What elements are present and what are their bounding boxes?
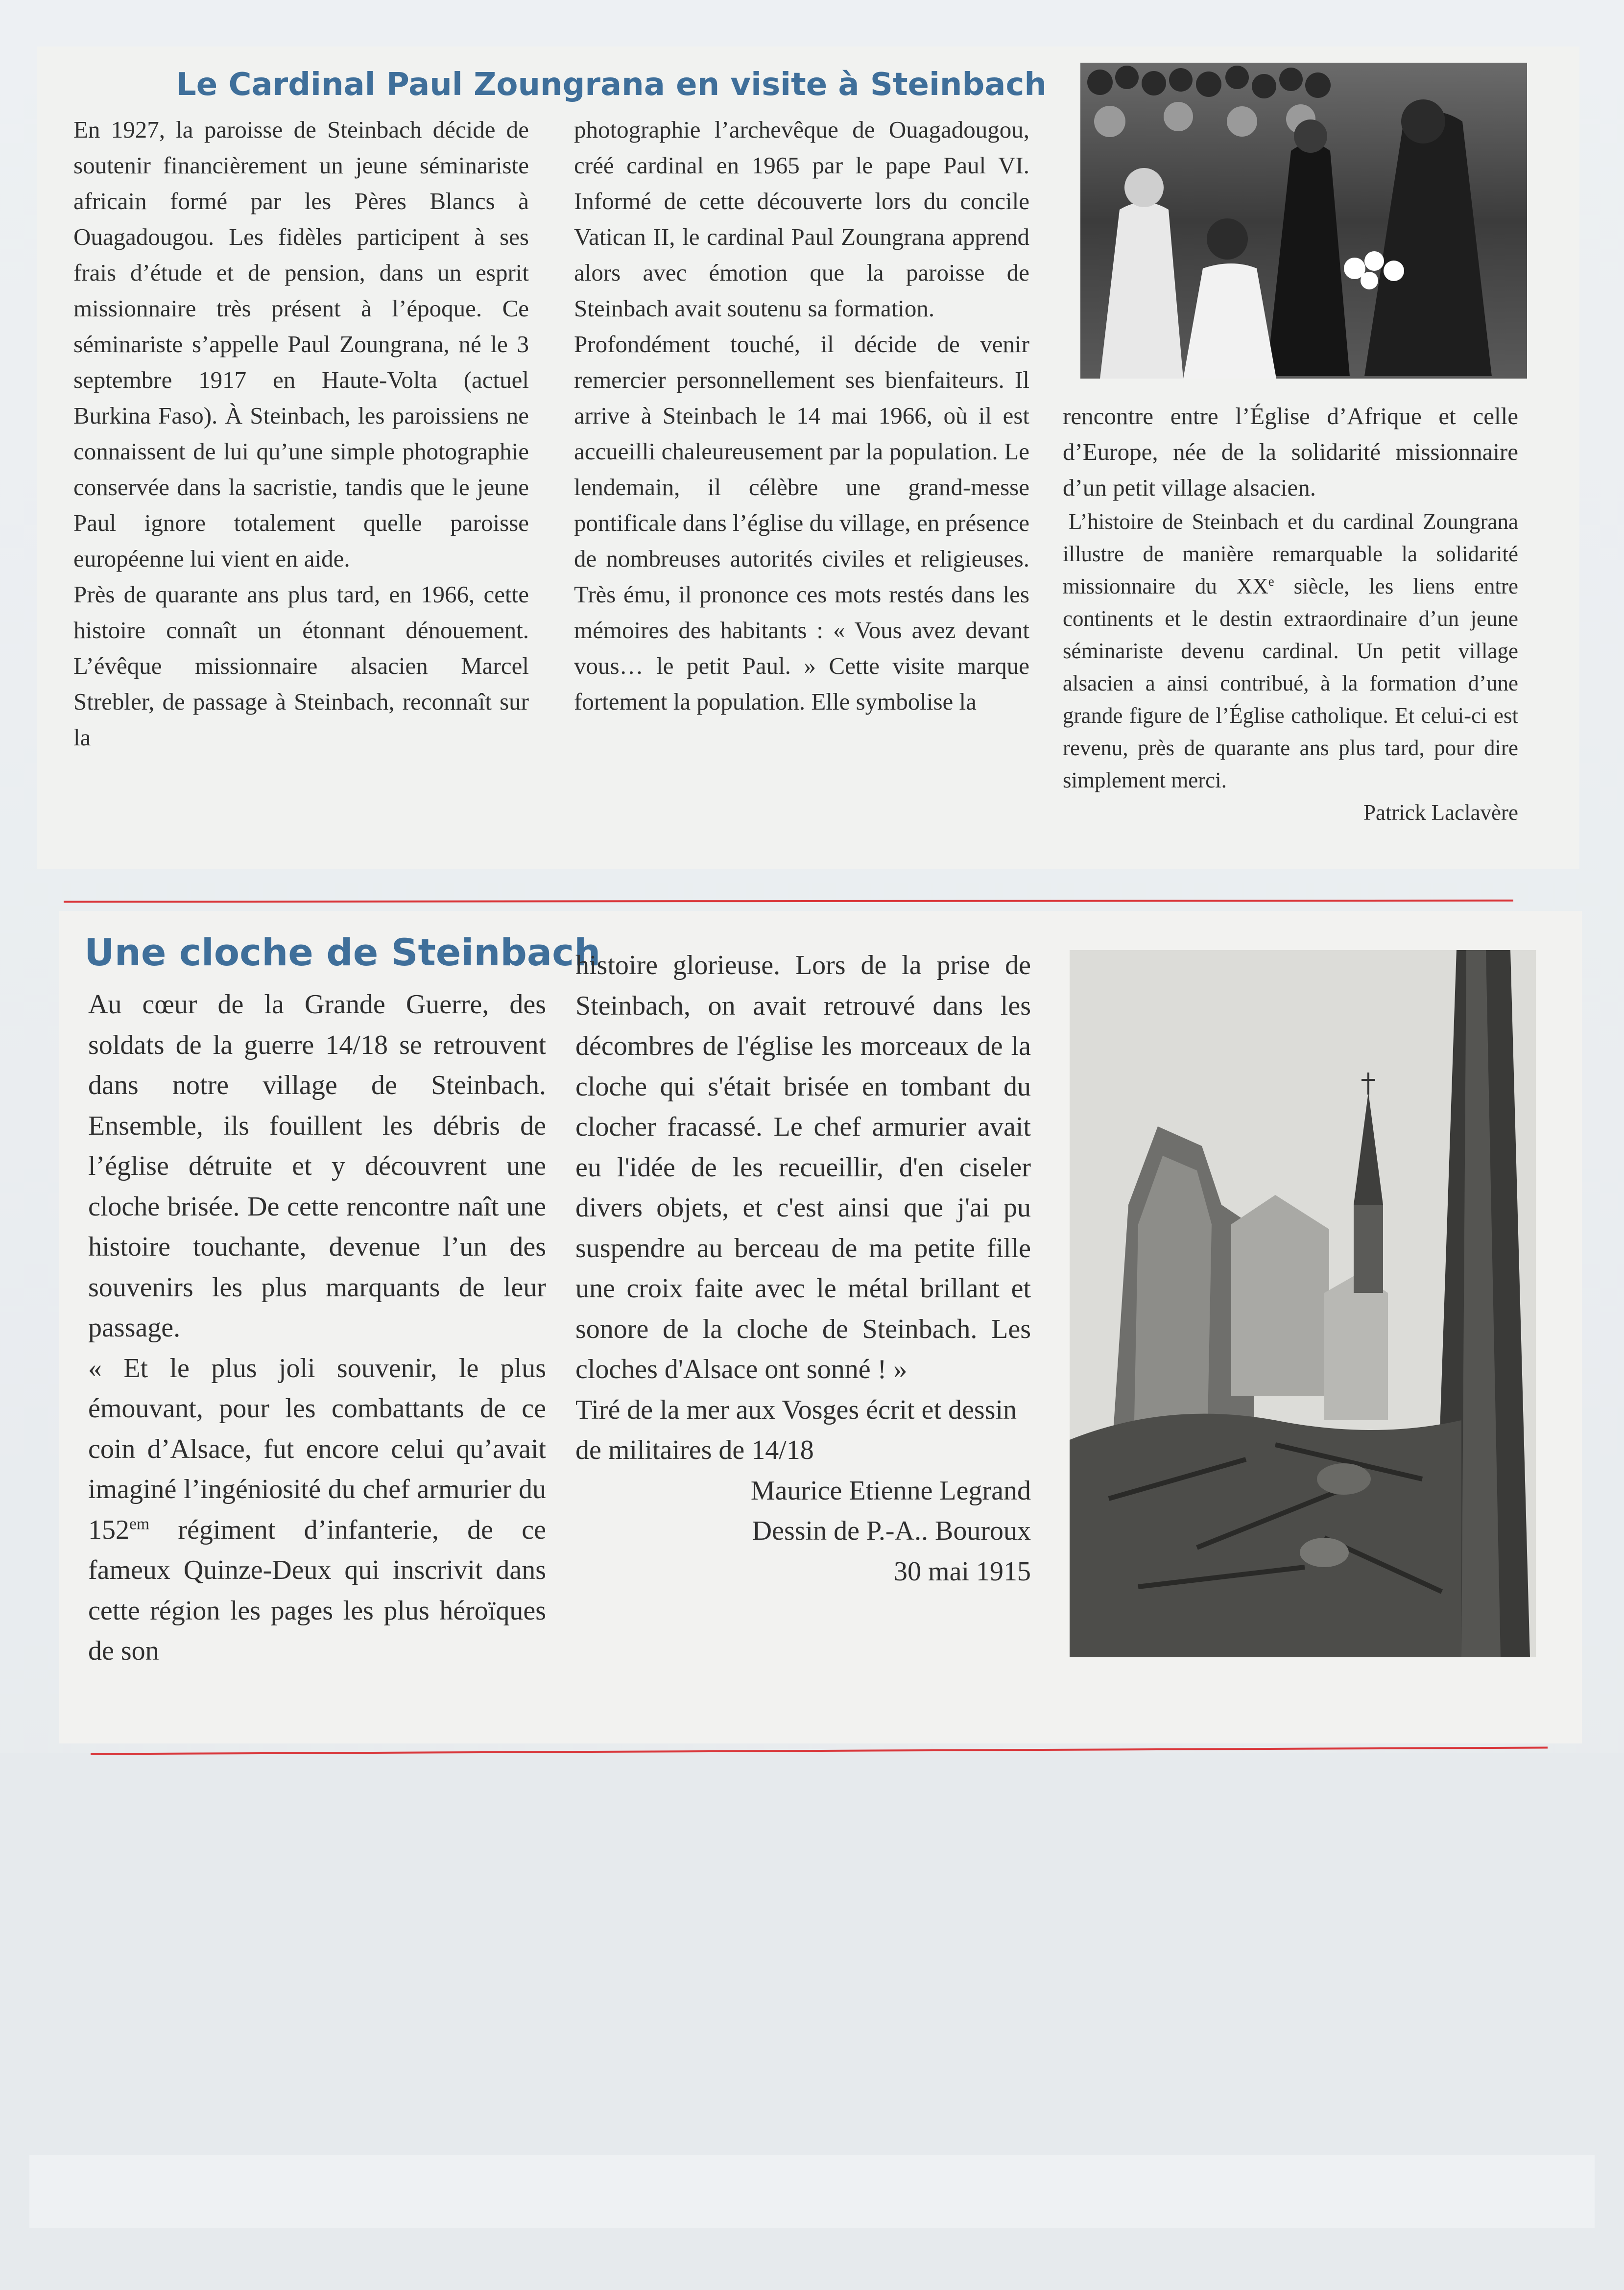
conclusion-text-end: siècle, les liens entre continents et le destin extraordinaire d’un jeune séminariste devenu cardinal. Un petit village alsacien a ainsi contribué, à la formation d’une grande figure de l’Église catholique. Et celui-ci est revenu, près de quarante ans plus tard, pour dire simplement merci. — [1063, 574, 1518, 792]
paragraph: Près de quarante ans plus tard, en 1966, cette histoire connaît un étonnant dénouement. L’évêque missionnaire alsacien Marcel Strebler, de passage à Steinbach, reconnaît sur la — [73, 581, 529, 751]
century-superscript: e — [1268, 574, 1274, 589]
article-cardinal-column-2 — [574, 112, 1029, 876]
ruined-church-drawing — [1070, 950, 1536, 1657]
quote-paragraph — [88, 1348, 546, 1671]
credit-author: Maurice Etienne Legrand — [750, 1475, 1031, 1506]
conclusion-text-start: L’histoire de Steinbach et du cardinal Zoungrana illustre de manière remarquable la solidarité missionnaire du XX — [1063, 509, 1518, 598]
paragraph: rencontre entre l’Église d’Afrique et celle d’Europe, née de la solidarité missionnaire d’un petit village alsacien. — [1063, 403, 1518, 501]
regiment-superscript: em — [129, 1514, 150, 1533]
article-bell-title: Une cloche de Steinbach — [84, 930, 601, 974]
paragraph: En 1927, la paroisse de Steinbach décide de soutenir financièrement un jeune séminariste africain formé par les Pères Blancs à Ouagadougou. Les fidèles participent à ses frais d’étude et de pension, dans un esprit missionnaire très présent à l’époque. Ce séminariste s’appelle Paul Zoungrana, né le 3 septembre 1917 en Haute-Volta (actuel Burkina Faso). À Steinbach, les paroissiens ne connaissent de lui qu’une simple photographie conservée dans la sacristie, tandis que le jeune Paul ignore totalement quelle paroisse européenne lui vient en aide. — [73, 116, 529, 572]
paragraph: histoire glorieuse. Lors de la prise de Steinbach, on avait retrouvé dans les décombres de l'église les morceaux de la cloche qui s'était brisée en tombant du clocher fracassé. Le chef armurier avait eu l'idée de les recueillir, d'en ciseler divers objets, et c'est ainsi que j'ai pu suspendre au berceau de ma petite fille une croix faite avec le métal brillant et sonore de la cloche de Steinbach. Les cloches d'Alsace ont sonné ! » — [575, 950, 1031, 1384]
credit-date: 30 mai 1915 — [894, 1556, 1031, 1587]
quote-text-start: « Et le plus joli souvenir, le plus émouvant, pour les combattants de ce coin d’Alsace, fut encore celui qu’avait imaginé l’ingéniosité du chef armurier du 152 — [88, 1353, 546, 1545]
article-author: Patrick Laclavère — [1363, 800, 1518, 825]
conclusion-paragraph — [1063, 505, 1518, 796]
article-cardinal-title: Le Cardinal Paul Zoungrana en visite à Steinbach — [176, 67, 1047, 103]
cardinal-visit-photograph — [1080, 63, 1527, 379]
paragraph: Profondément touché, il décide de venir remercier personnellement ses bienfaiteurs. Il arrive à Steinbach le 14 mai 1966, où il est accueilli chaleureusement par la population. Le lendemain, il célèbre une grand-messe pontificale dans l’église du village, en présence de nombreuses autorités civiles et religieuses. Très ému, il prononce ces mots restés dans les mémoires des habitants : « Vous avez devant vous… le petit Paul. » Cette visite marque fortement la population. Elle symbolise la — [574, 331, 1029, 715]
credit-drawing: Dessin de P.-A.. Bouroux — [752, 1516, 1031, 1546]
quote-text-end: régiment d’infanterie, de ce fameux Quinze-Deux qui inscrivit dans cette région les pages les plus héroïques de son — [88, 1514, 546, 1666]
article-cardinal-column-1 — [73, 112, 529, 876]
paragraph: photographie l’archevêque de Ouagadougou, créé cardinal en 1965 par le pape Paul VI. Informé de cette découverte lors du concile Vatican II, le cardinal Paul Zoungrana apprend alors avec émotion que la paroisse de Steinbach avait soutenu sa formation. — [574, 116, 1029, 322]
empty-bottom-strip — [29, 2155, 1595, 2228]
article-bell-column-2 — [575, 945, 1031, 1714]
source-note: Tiré de la mer aux Vosges écrit et dessin de militaires de 14/18 — [575, 1394, 1017, 1465]
paragraph: Au cœur de la Grande Guerre, des soldats de la guerre 14/18 se retrouvent dans notre village de Steinbach. Ensemble, ils fouillent les débris de l’église détruite et y découvrent une cloche brisée. De cette rencontre naît une histoire touchante, devenue l’un des souvenirs les plus marquants de leur passage. — [88, 989, 546, 1343]
article-cardinal-column-3 — [1063, 398, 1518, 883]
article-bell-column-1 — [88, 984, 546, 1714]
